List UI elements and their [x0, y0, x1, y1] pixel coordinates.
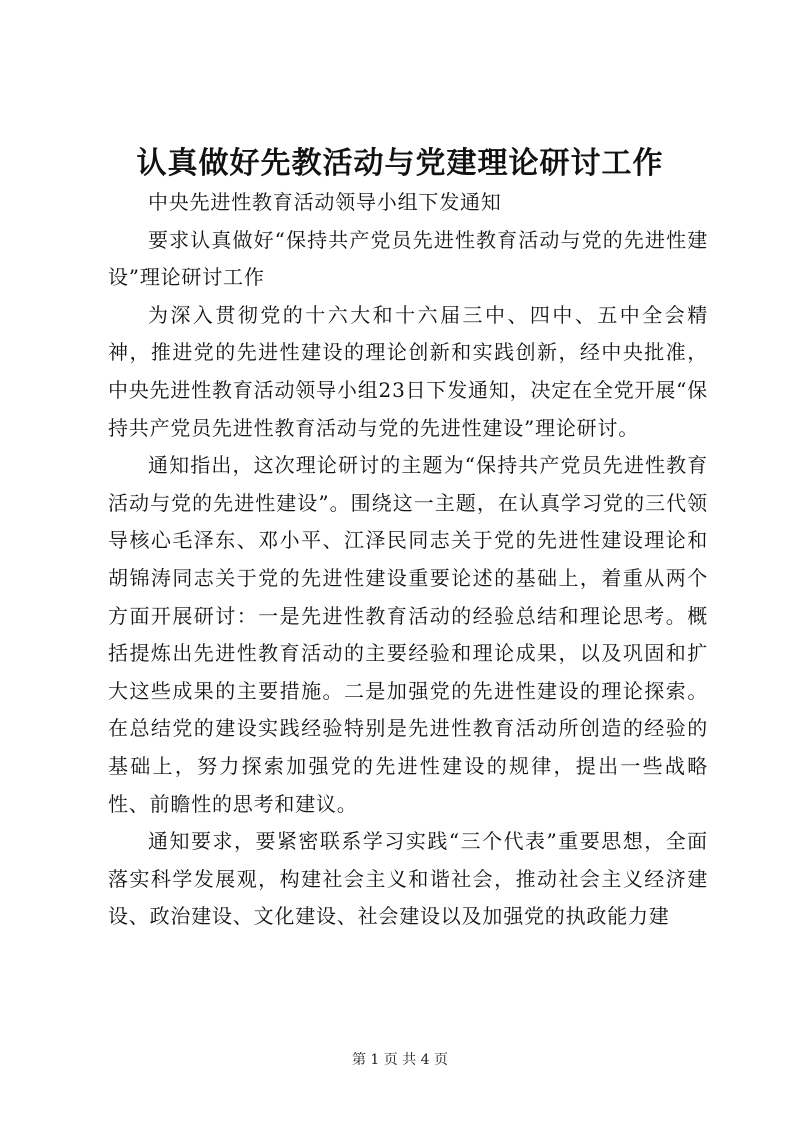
paragraph-subtitle: 中央先进性教育活动领导小组下发通知 — [148, 190, 502, 214]
document-title: 认真做好先教活动与党建理论研讨工作 — [136, 146, 664, 181]
document-body — [108, 184, 708, 936]
page-number-footer: 第 1 页 共 4 页 — [351, 1052, 449, 1068]
paragraph-requirements: 通知要求，要紧密联系学习实践“三个代表”重要思想，全面落实科学发展观，构建社会主义和谐社会，推动社会主义经济建设、政治建设、文化建设、社会建设以及加强党的执政能力建 — [108, 829, 708, 929]
paragraph-intro: 为深入贯彻党的十六大和十六届三中、四中、五中全会精神，推进党的先进性建设的理论创新和实践创新，经中央批准，中央先进性教育活动领导小组23日下发通知，决定在全党开展“保持共产党员先进性教育活动与党的先进性建设”理论研讨。 — [108, 302, 708, 440]
paragraph-requirement: 要求认真做好“保持共产党员先进性教育活动与党的先进性建设”理论研讨工作 — [108, 227, 708, 290]
paragraph-theme: 通知指出，这次理论研讨的主题为“保持共产党员先进性教育活动与党的先进性建设”。围绕这一主题，在认真学习党的三代领导核心毛泽东、邓小平、江泽民同志关于党的先进性建设理论和胡锦涛同志关于党的先进性建设重要论述的基础上，着重从两个方面开展研讨：一是先进性教育活动的经验总结和理论思考。概括提炼出先进性教育活动的主要经验和理论成果，以及巩固和扩大这些成果的主要措施。二是加强党的先进性建设的理论探索。在总结党的建设实践经验特别是先进性教育活动所创造的经验的基础上，努力探索加强党的先进性建设的规律，提出一些战略性、前瞻性的思考和建议。 — [108, 453, 708, 816]
